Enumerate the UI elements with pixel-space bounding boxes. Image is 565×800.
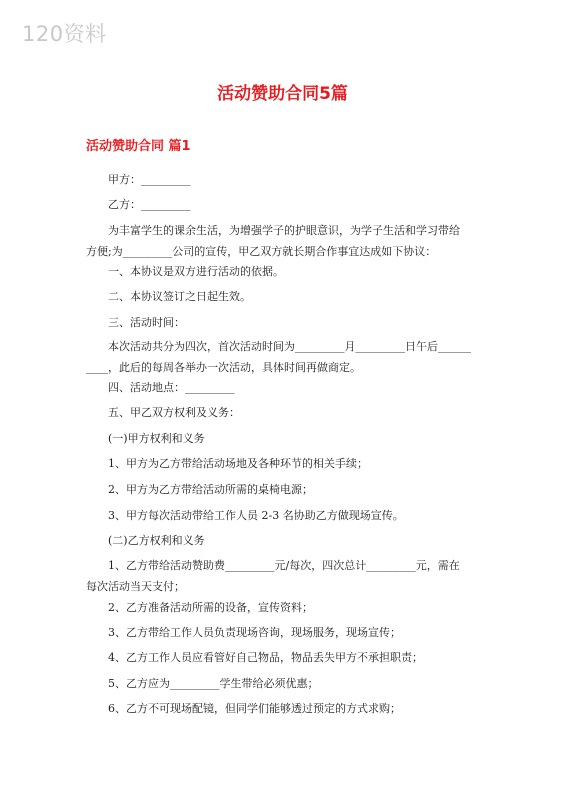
sub-heading-party-b: (二)乙方权利和义务 xyxy=(108,534,205,547)
time-line-2: ____，此后的每周各举办一次活动，具体时间再做商定。 xyxy=(86,361,361,374)
party-b-item-4: 4、乙方工作人员应看管好自己物品，物品丢失甲方不承担职责； xyxy=(108,651,423,664)
clause-3: 三、活动时间： xyxy=(108,316,185,329)
party-a-item-2: 2、甲方为乙方带给活动所需的桌椅电源； xyxy=(108,483,313,496)
party-b-item-2: 2、乙方准备活动所需的设备，宣传资料； xyxy=(108,601,313,614)
section-title: 活动赞助合同 篇1 xyxy=(86,139,191,154)
party-b-line: 乙方：_________ xyxy=(108,198,191,211)
intro-paragraph xyxy=(86,220,486,262)
party-a-line: 甲方：_________ xyxy=(108,173,191,186)
party-b-item-1 xyxy=(86,555,486,597)
clause-5: 五、甲乙双方权利及义务： xyxy=(108,406,240,419)
time-line-1: 本次活动共分为四次，首次活动时间为_________月_________日午后______ xyxy=(108,340,471,353)
party-b-item-6: 6、乙方不可现场配镜，但同学们能够透过预定的方式求购； xyxy=(108,702,401,715)
party-a-item-1: 1、甲方为乙方带给活动场地及各种环节的相关手续； xyxy=(108,457,368,470)
document-title: 活动赞助合同5篇 xyxy=(217,84,348,104)
sub-heading-party-a: (一)甲方权利和义务 xyxy=(108,432,205,445)
party-a-item-3: 3、甲方每次活动带给工作人员 2-3 名协助乙方做现场宣传。 xyxy=(108,509,404,522)
party-b-item-1-line-2: 每次活动当天支付； xyxy=(86,580,185,593)
clause-2: 二、本协议签订之日起生效。 xyxy=(108,290,251,303)
clause-4: 四、活动地点：_________ xyxy=(108,381,235,394)
party-b-item-1-line-1: 1、乙方带给活动赞助费_________元/每次，四次总计_________元，需在 xyxy=(108,559,460,572)
clause-1: 一、本协议是双方进行活动的依据。 xyxy=(108,265,284,278)
intro-line-2: 方便;为_________公司的宣传，甲乙双方就长期合作事宜达成如下协议： xyxy=(86,245,437,258)
intro-line-1: 为丰富学生的课余生活，为增强学子的护眼意识，为学子生活和学习带给 xyxy=(108,224,460,237)
party-b-item-3: 3、乙方带给工作人员负责现场咨询，现场服务，现场宣传； xyxy=(108,626,401,639)
party-b-item-5: 5、乙方应为_________学生带给必须优惠； xyxy=(108,677,319,690)
watermark: 120资料 xyxy=(22,22,107,46)
time-paragraph xyxy=(86,336,486,378)
